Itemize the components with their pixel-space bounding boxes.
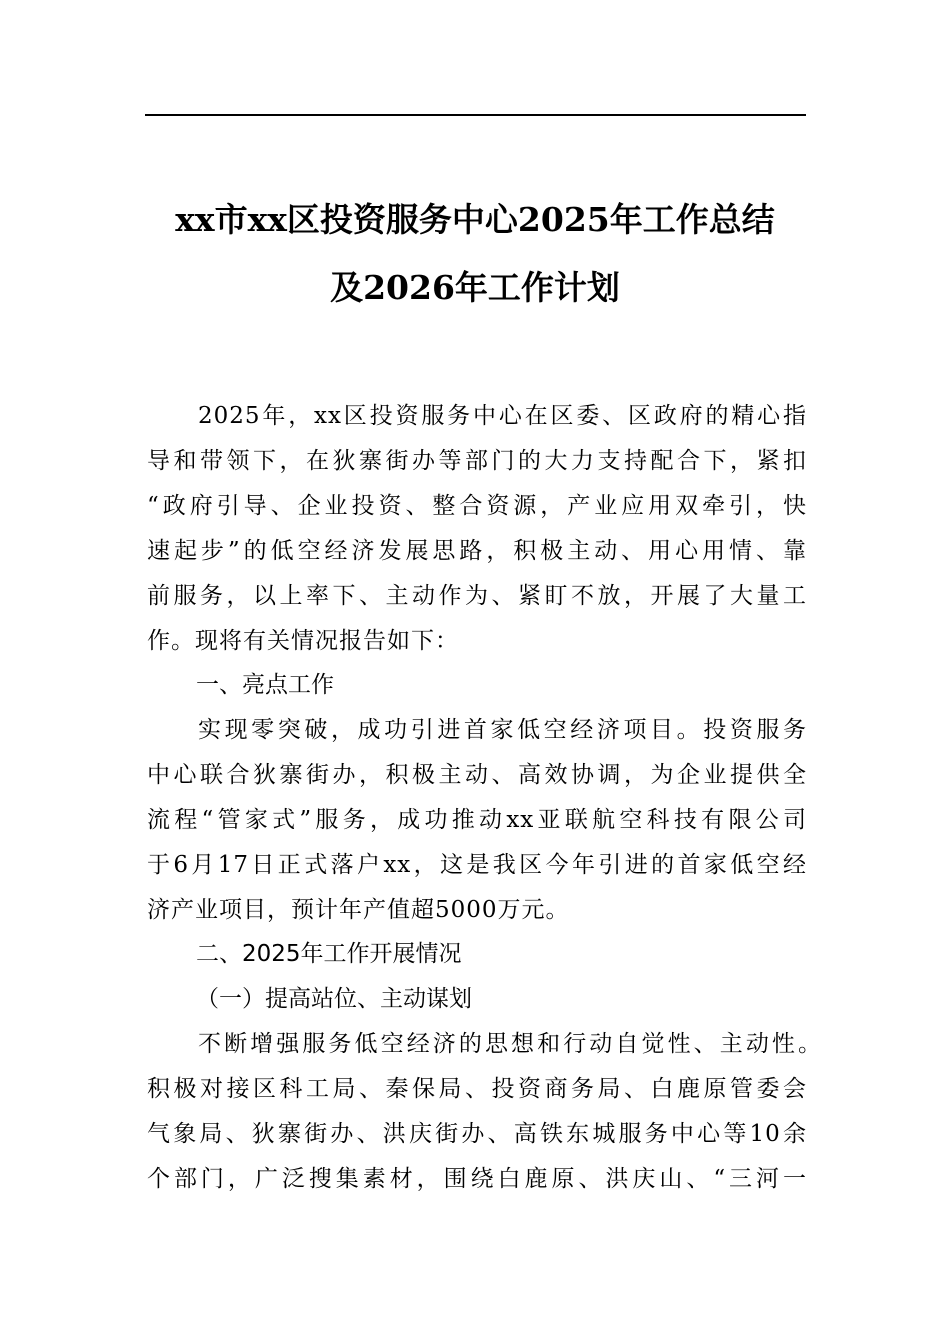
header-rule <box>145 114 806 116</box>
subsection-1-line-4: 个部门，广泛搜集素材，围绕白鹿原、洪庆山、“三河一 <box>147 1166 807 1192</box>
intro-line-2: 导和带领下，在狄寨街办等部门的大力支持配合下，紧扣 <box>147 448 807 474</box>
section-1-line-5: 济产业项目，预计年产值超5000万元。 <box>147 897 570 923</box>
subsection-1-line-1: 不断增强服务低空经济的思想和行动自觉性、主动性。 <box>198 1031 822 1057</box>
section-1-line-2: 中心联合狄寨街办，积极主动、高效协调，为企业提供全 <box>147 762 807 788</box>
section-1-line-3: 流程“管家式”服务，成功推动xx亚联航空科技有限公司 <box>147 807 807 833</box>
subsection-1-line-3: 气象局、狄寨街办、洪庆街办、高铁东城服务中心等10余 <box>147 1121 807 1147</box>
section-1-line-1: 实现零突破，成功引进首家低空经济项目。投资服务 <box>198 717 807 743</box>
intro-line-4: 速起步”的低空经济发展思路，积极主动、用心用情、靠 <box>147 538 807 564</box>
document-title-line-2: 及2026年工作计划 <box>330 268 620 307</box>
subsection-1-heading: （一）提高站位、主动谋划 <box>196 986 472 1012</box>
intro-line-6: 作。现将有关情况报告如下： <box>147 628 459 654</box>
intro-line-1: 2025年，xx区投资服务中心在区委、区政府的精心指 <box>198 403 807 429</box>
section-1-heading: 一、亮点工作 <box>196 672 334 698</box>
intro-line-5: 前服务，以上率下、主动作为、紧盯不放，开展了大量工 <box>147 583 807 609</box>
intro-line-3: “政府引导、企业投资、整合资源，产业应用双牵引，快 <box>147 493 807 519</box>
section-1-line-4: 于6月17日正式落户xx，这是我区今年引进的首家低空经 <box>147 852 807 878</box>
document-title-line-1: xx市xx区投资服务中心2025年工作总结 <box>175 200 775 239</box>
subsection-1-line-2: 积极对接区科工局、秦保局、投资商务局、白鹿原管委会 <box>147 1076 807 1102</box>
section-2-heading: 二、2025年工作开展情况 <box>196 941 462 967</box>
